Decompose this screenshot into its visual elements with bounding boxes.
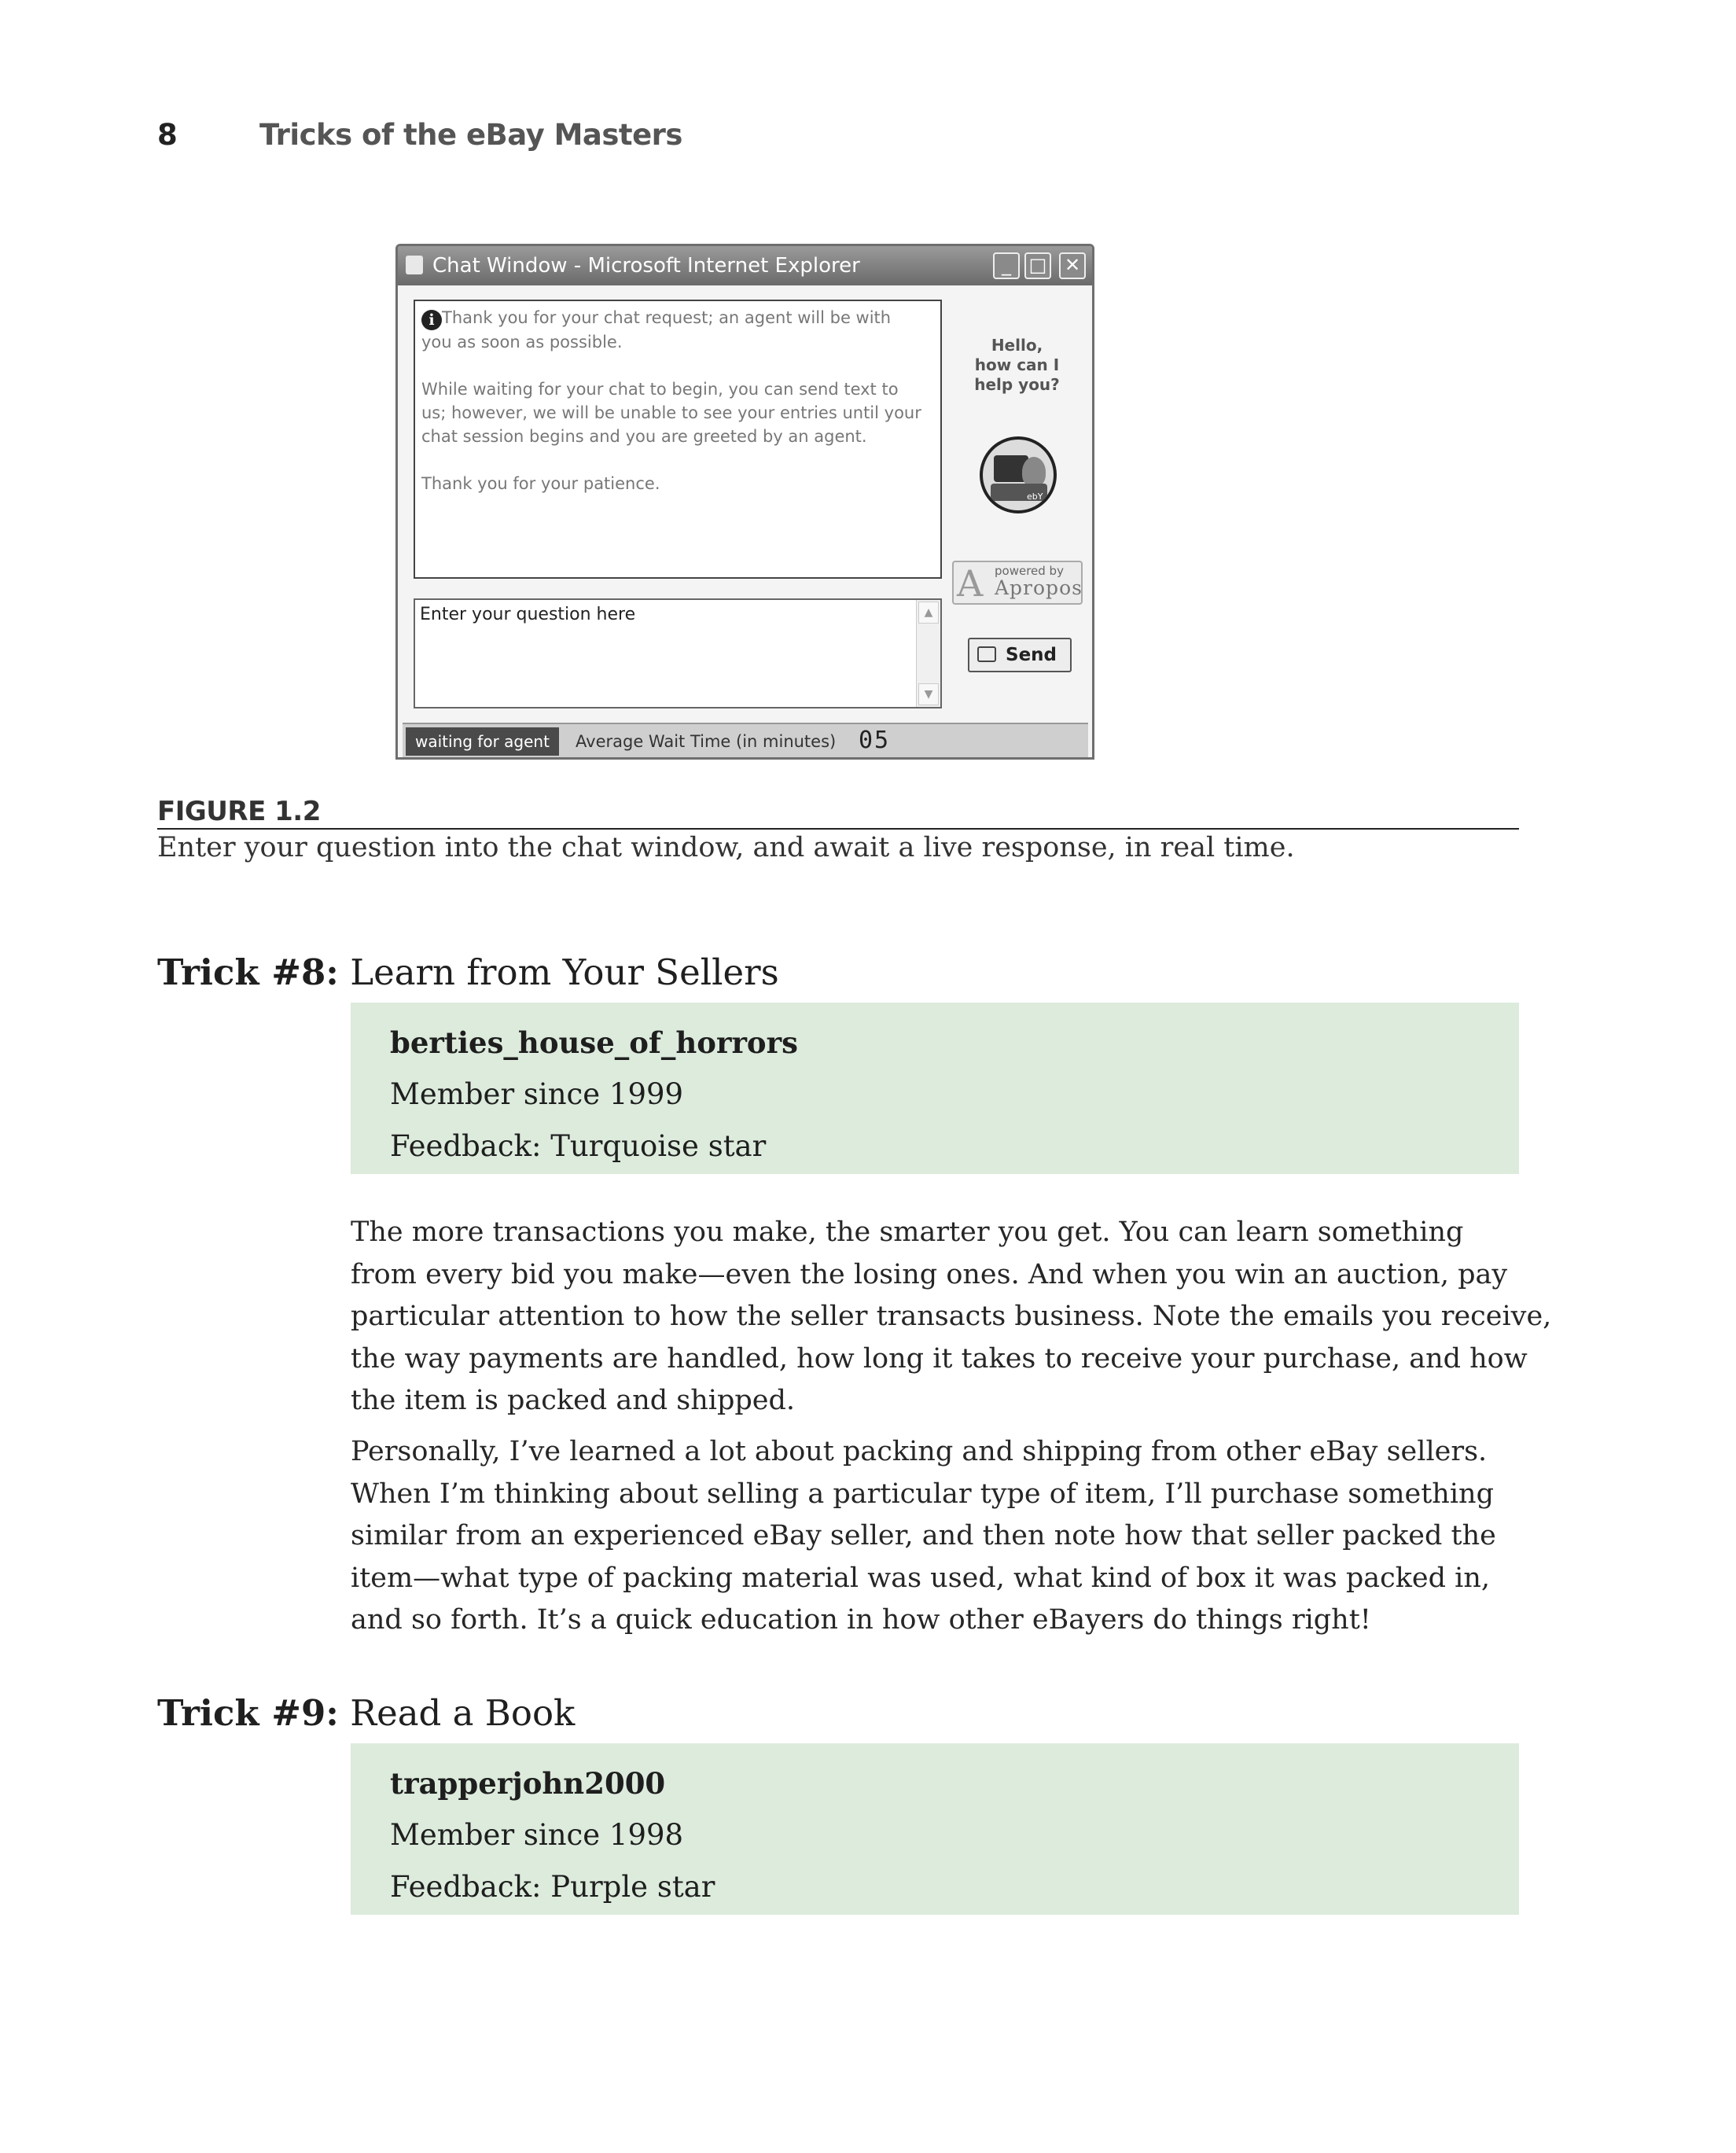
body-paragraph: The more transactions you make, the smarter you get. You can learn something from every bid you make—even the losing ones. And when you win an auction, pay particular attention to how the seller transacts business. Note the emails you receive, the way payments are handled, how long it takes to receive your purchase, and how the item is packed and shipped. xyxy=(351,1216,1552,1416)
send-icon xyxy=(977,646,996,662)
figure-caption: Enter your question into the chat window, and await a live response, in real time. xyxy=(157,832,1295,863)
ie-icon xyxy=(406,256,423,274)
agent-head-icon xyxy=(1022,457,1046,487)
seller-name: trapperjohn2000 xyxy=(390,1766,666,1801)
maximize-button[interactable]: □ xyxy=(1024,252,1051,279)
status-bar xyxy=(403,723,1088,757)
scroll-up-icon[interactable]: ▲ xyxy=(918,602,939,624)
window-title: Chat Window - Microsoft Internet Explorer xyxy=(432,254,860,278)
trick-title: Read a Book xyxy=(350,1692,576,1734)
window-titlebar xyxy=(398,246,1092,285)
figure-label: FIGURE 1.2 xyxy=(157,796,321,827)
question-input[interactable] xyxy=(414,598,942,708)
trick-title: Learn from Your Sellers xyxy=(350,951,779,993)
window-client-area xyxy=(398,285,1092,757)
powered-by-label: powered by xyxy=(995,564,1064,578)
seller-info-box xyxy=(351,1743,1519,1915)
send-button-label: Send xyxy=(1006,645,1057,665)
close-button[interactable]: ✕ xyxy=(1059,252,1086,279)
status-badge: waiting for agent xyxy=(406,727,559,756)
agent-avatar xyxy=(980,436,1057,513)
running-title: Tricks of the eBay Masters xyxy=(259,118,682,152)
seller-name: berties_house_of_horrors xyxy=(390,1025,798,1060)
seller-info-box xyxy=(351,1003,1519,1174)
send-button[interactable] xyxy=(968,638,1072,672)
scroll-down-icon[interactable]: ▼ xyxy=(918,683,939,705)
figure-divider xyxy=(157,828,1519,830)
chat-message: i Thank you for your chat request; an agent will be with you as soon as possible. xyxy=(421,308,892,351)
input-scrollbar[interactable] xyxy=(916,600,940,707)
feedback-rating: Feedback: Turquoise star xyxy=(390,1129,767,1163)
trick-heading xyxy=(157,951,779,993)
member-since: Member since 1999 xyxy=(390,1077,684,1111)
chat-message: Thank you for your patience. xyxy=(421,474,660,493)
question-input-text: Enter your question here xyxy=(420,605,636,624)
minimize-button[interactable]: _ xyxy=(993,252,1020,279)
member-since: Member since 1998 xyxy=(390,1818,684,1852)
feedback-rating: Feedback: Purple star xyxy=(390,1870,715,1904)
trick-number: Trick #8: xyxy=(157,951,339,993)
avatar-brand: ebY xyxy=(1027,491,1043,502)
info-icon: i xyxy=(421,310,442,330)
wait-time-label: Average Wait Time (in minutes) xyxy=(576,732,837,751)
powered-by-brand: Apropos xyxy=(995,576,1083,599)
trick-heading xyxy=(157,1692,575,1734)
body-paragraph: Personally, I’ve learned a lot about packing and shipping from other eBay sellers. When I’m thinking about selling a particular type of item, I’ll purchase something similar from an experienced eBay seller, and then note how that seller packed the item—what type of packing material was used, what kind of box it was packed in, and so forth. It’s a quick education in how other eBayers do things right! xyxy=(351,1436,1496,1636)
wait-time-value: 05 xyxy=(859,727,891,754)
chat-window-screenshot xyxy=(395,244,1094,760)
powered-by-badge[interactable] xyxy=(952,561,1083,605)
apropos-logo-icon: A xyxy=(957,562,984,605)
trick-number: Trick #9: xyxy=(157,1692,339,1734)
agent-greeting: Hello, how can I help you? xyxy=(974,336,1060,394)
chat-message: While waiting for your chat to begin, you can send text to us; however, we will be unable to see your entries until your chat session begins and you are greeted by an agent. xyxy=(421,380,921,446)
page-number: 8 xyxy=(157,118,178,152)
chat-transcript xyxy=(414,300,942,579)
